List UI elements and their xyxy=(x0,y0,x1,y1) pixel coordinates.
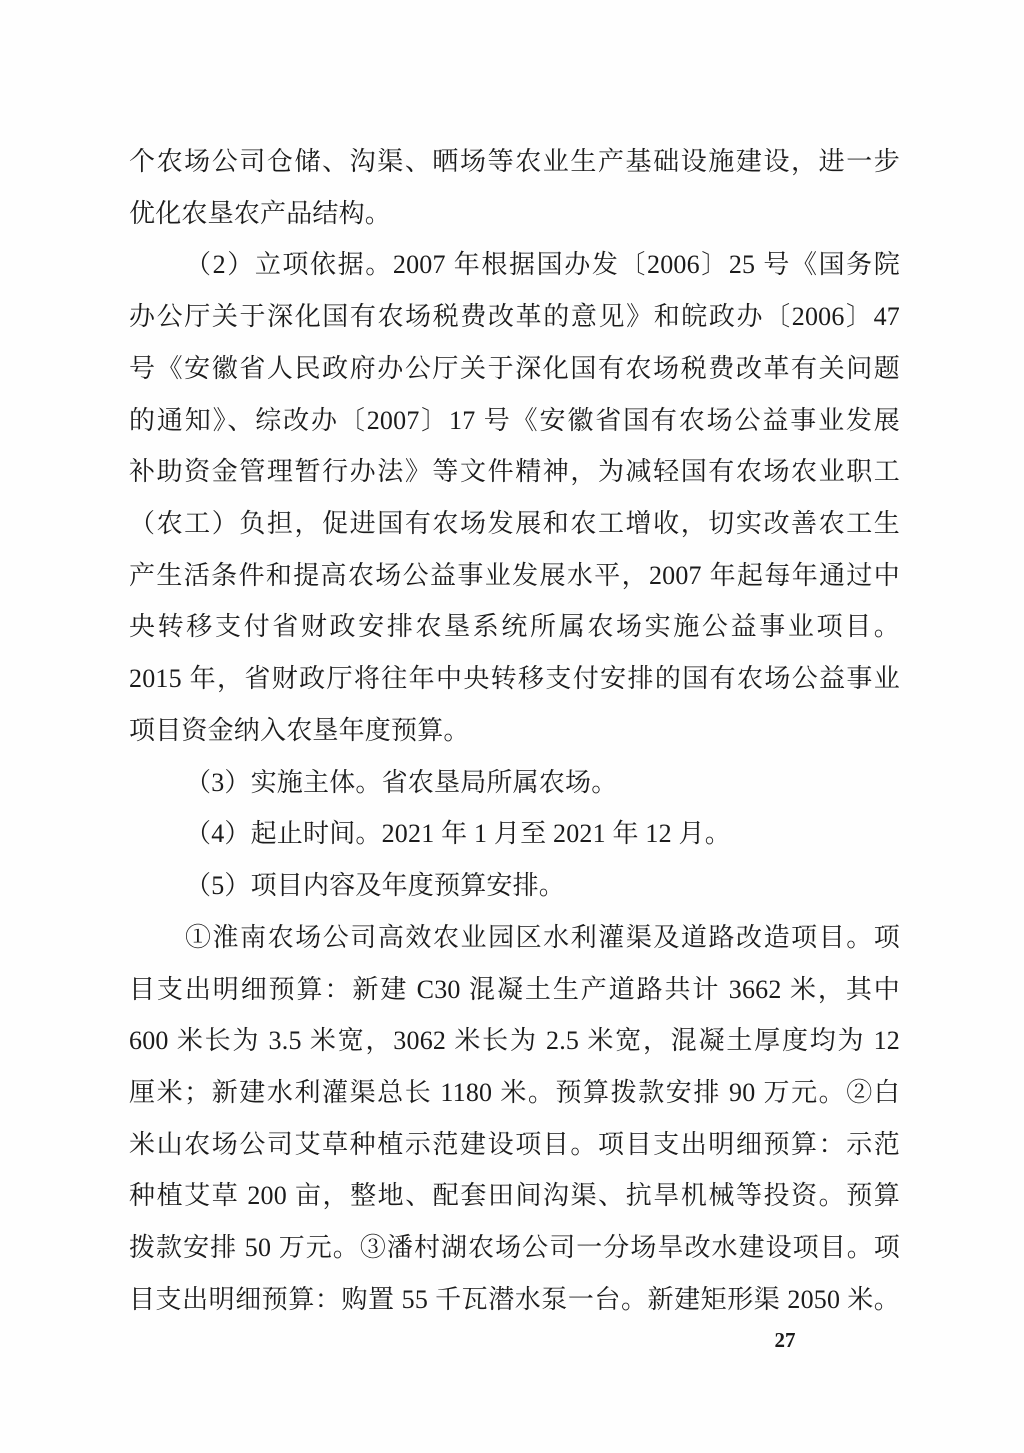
body-text-block xyxy=(129,136,900,1326)
body-line: 号《安徽省人民政府办公厅关于深化国有农场税费改革有关问题 xyxy=(129,353,900,383)
body-line: 的通知》、综改办〔2007〕17 号《安徽省国有农场公益事业发展 xyxy=(129,405,900,435)
body-line: 米山农场公司艾草种植示范建设项目。项目支出明细预算：示范 xyxy=(129,1129,900,1159)
body-line: （3）实施主体。省农垦局所属农场。 xyxy=(185,767,618,797)
body-line: 600 米长为 3.5 米宽，3062 米长为 2.5 米宽，混凝土厚度均为 12 xyxy=(129,1026,900,1056)
body-line: （4）起止时间。2021 年 1 月至 2021 年 12 月。 xyxy=(185,819,731,849)
body-line: 拨款安排 50 万元。③潘村湖农场公司一分场旱改水建设项目。项 xyxy=(129,1233,900,1263)
body-line: 项目资金纳入农垦年度预算。 xyxy=(129,715,470,745)
body-line: ①淮南农场公司高效农业园区水利灌渠及道路改造项目。项 xyxy=(185,922,900,952)
body-line: 办公厅关于深化国有农场税费改革的意见》和皖政办〔2006〕47 xyxy=(129,302,900,332)
body-line: （2）立项依据。2007 年根据国办发〔2006〕25 号《国务院 xyxy=(185,250,900,280)
body-line: 厘米；新建水利灌渠总长 1180 米。预算拨款安排 90 万元。②白 xyxy=(129,1077,900,1107)
body-line: 种植艾草 200 亩，整地、配套田间沟渠、抗旱机械等投资。预算 xyxy=(129,1181,900,1211)
body-line: （农工）负担，促进国有农场发展和农工增收，切实改善农工生 xyxy=(129,509,900,539)
body-line: 个农场公司仓储、沟渠、晒场等农业生产基础设施建设，进一步 xyxy=(129,147,900,176)
body-line: 优化农垦农产品结构。 xyxy=(129,198,392,228)
body-line: 目支出明细预算：新建 C30 混凝土生产道路共计 3662 米，其中 xyxy=(129,974,900,1004)
body-line: 产生活条件和提高农场公益事业发展水平，2007 年起每年通过中 xyxy=(129,560,900,590)
page-number: 27 xyxy=(774,1328,796,1352)
body-line: 目支出明细预算：购置 55 千瓦潜水泵一台。新建矩形渠 2050 米。 xyxy=(129,1284,900,1314)
body-line: 2015 年，省财政厅将往年中央转移支付安排的国有农场公益事业 xyxy=(129,664,900,694)
body-line: （5）项目内容及年度预算安排。 xyxy=(185,871,566,901)
body-line: 补助资金管理暂行办法》等文件精神，为减轻国有农场农业职工 xyxy=(129,457,900,487)
body-line: 央转移支付省财政安排农垦系统所属农场实施公益事业项目。 xyxy=(129,612,900,642)
